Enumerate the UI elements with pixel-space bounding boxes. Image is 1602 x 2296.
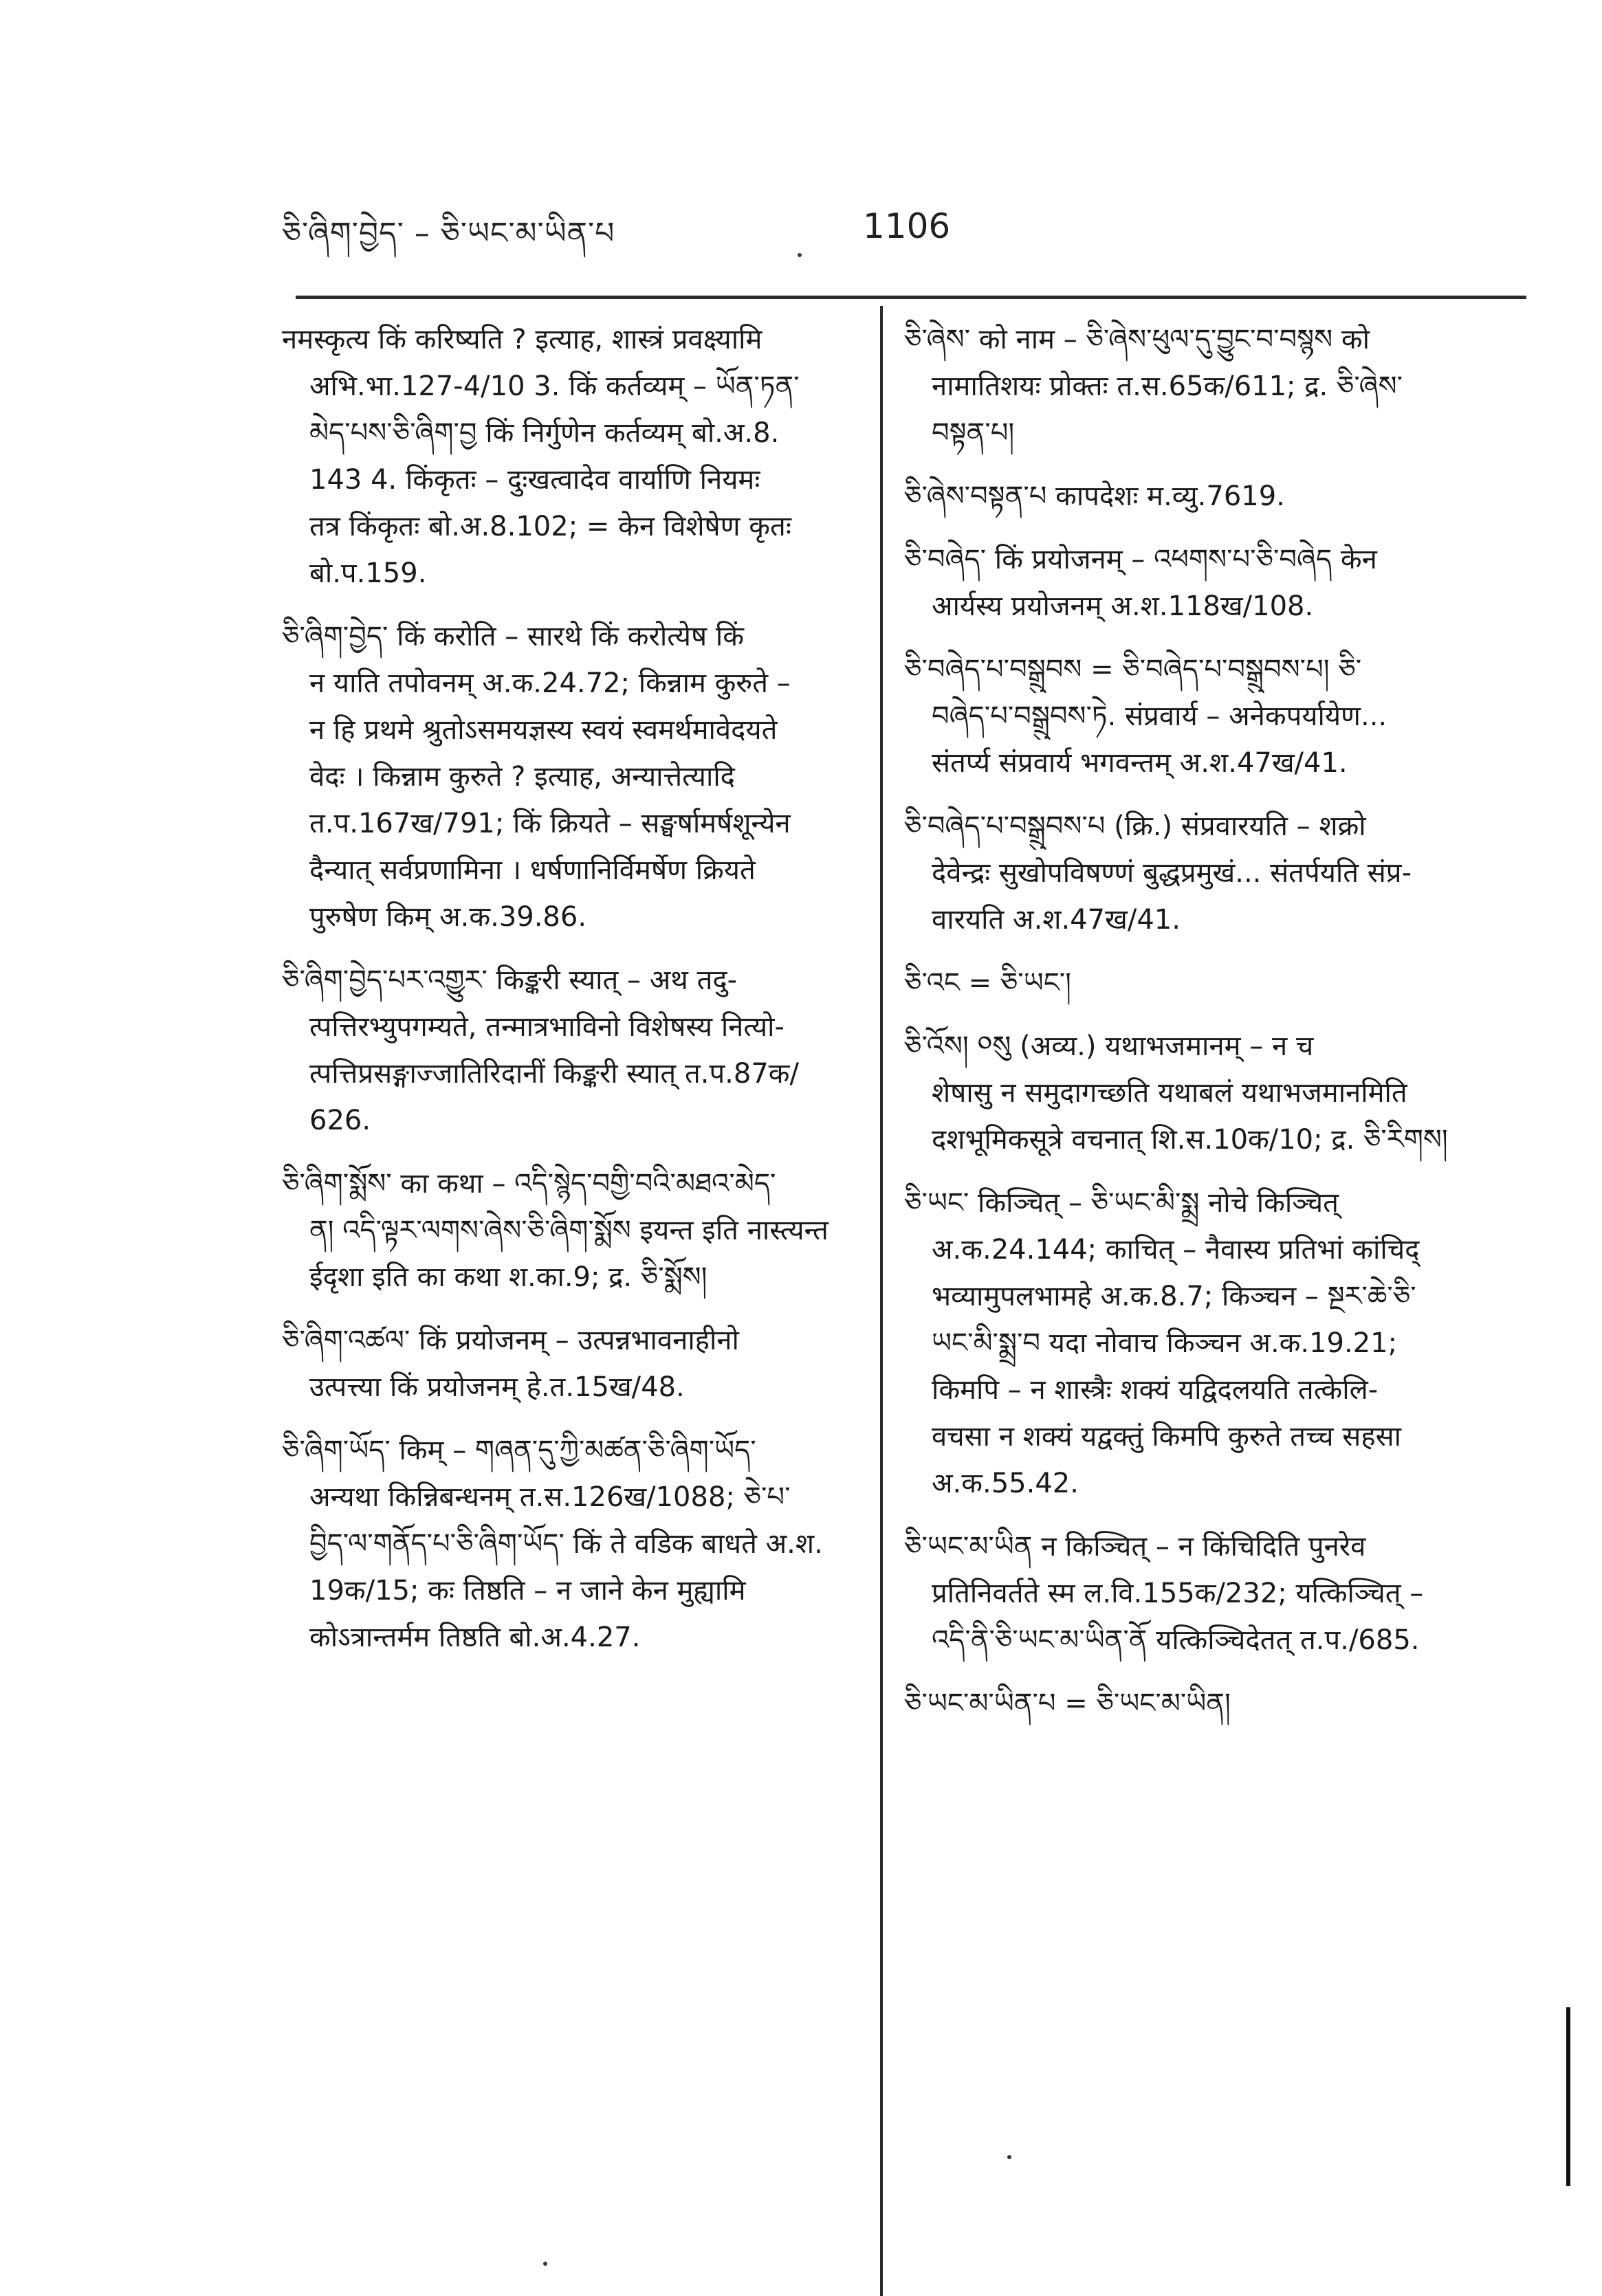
dictionary-entry	[904, 1680, 1523, 1727]
dictionary-entry	[904, 536, 1523, 630]
entry-headline: ཅི་ཞིག་ཡོད་ किम् – གཞན་དུ་ཀྱི་མཚན་ཅི་ཞིག་ཡོད་	[282, 1435, 756, 1466]
dictionary-entry	[904, 646, 1523, 786]
left-column	[282, 316, 859, 1677]
entry-line: ईदृशा इति का कथा श.का.9; द्र. ཅི་སྨོས།	[309, 1261, 707, 1293]
header-rule	[296, 296, 1526, 299]
dictionary-entry	[904, 1180, 1523, 1507]
entry-line: འདི་ནི་ཅི་ཡང་མ་ཡིན་ནོ यत्किञ्चिदेतत् त.प./685.	[932, 1624, 1420, 1656]
entry-line: ཡང་མི་སྨྲ་བ यदा नोवाच किञ्चन अ.क.19.21;	[932, 1327, 1398, 1359]
entry-line: उत्पत्त्या किं प्रयोजनम् हे.त.15ख/48.	[309, 1371, 685, 1403]
dictionary-entry	[282, 1427, 859, 1661]
entry-line: देवेन्द्रः सुखोपविषण्णं बुद्धप्रमुखं... संतर्पयति संप्र-	[932, 857, 1412, 889]
entry-line: 626.	[309, 1105, 371, 1136]
scan-speck	[1007, 2155, 1011, 2159]
scan-speck	[543, 2262, 547, 2266]
entry-line: न हि प्रथमे श्रुतोऽसमयज्ञस्य स्वयं स्वमर्थमावेदयते	[309, 714, 778, 746]
entry-line: दैन्यात् सर्वप्रणामिना । धर्षणानिर्विमर्षेण क्रियते	[309, 854, 756, 886]
entry-line: वचसा न शक्यं यद्वक्तुं किमपि कुरुते तच्च सहसा	[932, 1421, 1401, 1453]
entry-headline: ཅི་འང = ཅི་ཡང་།	[904, 967, 1072, 999]
running-head: ཅི་ཞིག་བྱེད་ – ཅི་ཡང་མ་ཡིན་པ	[282, 216, 615, 251]
entry-line: 19क/15; कः तिष्ठति – न जाने केन मुह्यामि	[309, 1575, 746, 1607]
entry-line: वेदः । किन्नाम कुरुते ? इत्याह, अन्यात्तेत्यादि	[309, 761, 735, 793]
entry-headline: ཅི་ཡང་མ་ཡིན न किञ्चित् – न किंचिदिति पुनरेव	[904, 1531, 1366, 1563]
entry-line: तत्र किंकृतः बो.अ.8.102; = केन विशेषेण कृतः	[309, 511, 791, 542]
entry-line: पुरुषेण किम् अ.क.39.86.	[309, 901, 587, 933]
entry-line: कोऽत्रान्तर्मम तिष्ठति बो.अ.4.27.	[309, 1622, 641, 1653]
entry-line: བཞེད་པ་བསྒྲུབས་ཏེ. संप्रवार्य – अनेकपर्यायेण...	[932, 700, 1387, 732]
entry-headline: ཅི་བཞེད་པ་བསྒྲུབས = ཅི་བཞེད་པ་བསྒྲུབས་པ། ཅི་	[904, 654, 1362, 685]
entry-headline: ཅི་ཞིག་བྱེད་ किं करोति – सारथे किं करोत्येष किं	[282, 621, 744, 652]
entry-headline: ཅི་བཞེད་པ་བསྒྲུབས་པ (क्रि.) संप्रवारयति – शक्रो	[904, 810, 1366, 842]
dictionary-entry	[282, 1160, 859, 1301]
entry-line: आर्यस्य प्रयोजनम् अ.श.118ख/108.	[932, 590, 1314, 622]
entry-line: त्पत्तिरभ्युपगम्यते, तन्मात्रभाविनो विशेषस्य नित्यो-	[309, 1011, 784, 1043]
entry-line: བྱིད་ལ་གནོད་པ་ཅི་ཞིག་ཡོད་ किं ते वडिक बाधते अ.श.	[309, 1528, 823, 1560]
entry-line: अभि.भा.127-4/10 3. किं कर्तव्यम् – ཡོན་ཏན་	[309, 371, 800, 402]
entry-line: दशभूमिकसूत्रे वचनात् शि.स.10क/10; द्र. ཅི་རིགས།	[932, 1124, 1448, 1156]
scan-speck	[798, 253, 802, 257]
entry-line: 143 4. किंकृतः – दुःखत्वादेव वार्याणि नियमः	[309, 464, 760, 496]
entry-headline: ཅི་འོས། ༠སུ (अव्य.) यथाभजमानम् – न च	[904, 1030, 1314, 1062]
entry-line: བསྟན་པ།	[932, 417, 1015, 449]
dictionary-entry	[904, 316, 1523, 456]
entry-line: भव्यामुपलभामहे अ.क.8.7; किञ्चन – སྔར་ཆེ་ཅི་	[932, 1281, 1416, 1312]
entry-line: संतर्प्य संप्रवार्य भगवन्तम् अ.श.47ख/41.	[932, 747, 1348, 779]
entry-line: अ.क.55.42.	[932, 1468, 1079, 1499]
entry-headline: ཅི་ཞིག་སྨོས་ का कथा – འདི་སྙེད་བགྱི་བའི་མཐའ་མེད་	[282, 1168, 776, 1200]
entry-line: अ.क.24.144; काचित् – नैवास्य प्रतिभां कांचिद्	[932, 1234, 1420, 1266]
entry-line: शेषासु न समुदागच्छति यथाबलं यथाभजमानमिति	[932, 1077, 1407, 1109]
entry-headline: ཅི་བཞེད་ किं प्रयोजनम् – འཕགས་པ་ཅི་བཞེད केन	[904, 544, 1377, 575]
dictionary-entry	[282, 316, 859, 597]
entry-headline: नमस्कृत्य किं करिष्यति ? इत्याह, शास्त्रं प्रवक्ष्यामि	[282, 324, 762, 355]
entry-headline: ཅི་ཞིག་འཚལ་ किं प्रयोजनम् – उत्पन्नभावनाहीनो	[282, 1325, 739, 1356]
right-column	[904, 316, 1523, 1743]
entry-headline: ཅི་ཞེས་ को नाम – ཅི་ཞེས་ཕུལ་དུ་བྱུང་བ་བསྙས को	[904, 324, 1370, 355]
entry-headline: ཅི་ཡང་ किञ्चित् – ཅི་ཡང་མི་སྨྲ नोचे किञ्चित्	[904, 1187, 1339, 1219]
dictionary-entry	[904, 473, 1523, 520]
entry-line: त.प.167ख/791; किं क्रियते – सङ्घर्षामर्षशून्येन	[309, 808, 791, 839]
dictionary-entry	[282, 1317, 859, 1411]
entry-line: किमपि – न शास्त्रैः शक्यं यद्विदलयति तत्केलि-	[932, 1374, 1379, 1406]
dictionary-entry	[904, 1523, 1523, 1664]
entry-line: अन्यथा किन्निबन्धनम् त.स.126ख/1088; ཅེ་པ་	[309, 1481, 791, 1513]
dictionary-entry	[904, 960, 1523, 1006]
dictionary-entry	[904, 1023, 1523, 1163]
entry-line: नामातिशयः प्रोक्तः त.स.65क/611; द्र. ཅི་ཞེས་	[932, 371, 1403, 402]
entry-line: ན། འདི་ལྟར་ལགས་ཞེས་ཅི་ཞིག་སྨོས इयन्त इति नास्त्यन्त	[309, 1215, 829, 1246]
entry-line: बो.प.159.	[309, 558, 427, 589]
entry-line: वारयति अ.श.47ख/41.	[932, 904, 1181, 936]
page-number: 1106	[863, 206, 951, 246]
scan-edge-mark	[1566, 2007, 1570, 2186]
entry-line: त्पत्तिप्रसङ्गाज्जातिरिदानीं किङ्करी स्यात् त.प.87क/	[309, 1058, 799, 1090]
entry-line: न याति तपोवनम् अ.क.24.72; किन्नाम कुरुते –	[309, 667, 791, 699]
entry-headline: ཅི་ཞེས་བསྟན་པ कापदेशः म.व्यु.7619.	[904, 481, 1285, 512]
entry-headline: ཅི་ཞིག་བྱེད་པར་འགྱུར་ किङ्करी स्यात् – अथ तदु-	[282, 964, 738, 996]
dictionary-entry	[904, 803, 1523, 943]
column-divider	[880, 306, 883, 2296]
dictionary-entry	[282, 613, 859, 940]
dictionary-entry	[282, 957, 859, 1144]
entry-line: प्रतिनिवर्तते स्म ल.वि.155क/232; यत्किञ्चित् –	[932, 1578, 1424, 1609]
entry-headline: ཅི་ཡང་མ་ཡིན་པ = ཅི་ཡང་མ་ཡིན།	[904, 1688, 1231, 1719]
entry-line: མེད་པས་ཅི་ཞིག་བྱ किं निर्गुणेन कर्तव्यम् बो.अ.8.	[309, 417, 780, 449]
